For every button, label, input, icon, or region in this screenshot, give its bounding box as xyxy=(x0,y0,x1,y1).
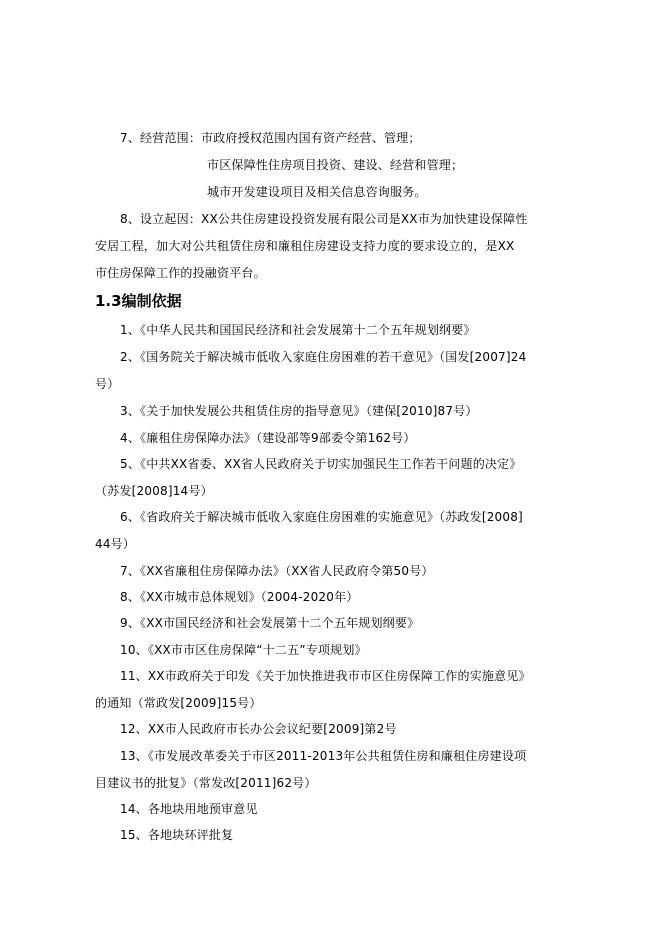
basis-item-14: 14、各地块用地预审意见 xyxy=(120,802,258,816)
basis-item-13: 13、《市发展改革委关于市区2011-2013年公共租赁住房和廉租住房建设项 xyxy=(120,749,527,763)
basis-item-11-cont: 的通知（常政发[2009]15号） xyxy=(95,696,262,710)
basis-item-5-cont: （苏发[2008]14号） xyxy=(95,484,213,498)
basis-item-1: 1、《中华人民共和国国民经济和社会发展第十二个五年规划纲要》 xyxy=(120,323,476,337)
section-heading: 1.3编制依据 xyxy=(95,292,182,310)
basis-item-3: 3、《关于加快发展公共租赁住房的指导意见》（建保[2010]87号） xyxy=(120,404,478,418)
basis-item-2-cont: 号） xyxy=(95,377,120,391)
basis-item-8: 8、《XX市城市总体规划》（2004-2020年） xyxy=(120,590,359,604)
basis-item-6: 6、《省政府关于解决城市低收入家庭住房困难的实施意见》（苏政发[2008] xyxy=(120,510,523,524)
section-7-line-3: 城市开发建设项目及相关信息咨询服务。 xyxy=(207,185,427,199)
basis-item-7: 7、《XX省廉租住房保障办法》（XX省人民政府令第50号） xyxy=(120,564,434,578)
basis-item-6-cont: 44号） xyxy=(95,537,136,551)
section-8-line-2: 安居工程，加大对公共租赁住房和廉租住房建设支持力度的要求设立的，是XX xyxy=(95,239,515,253)
basis-item-4: 4、《廉租住房保障办法》（建设部等9部委令第162号） xyxy=(120,431,416,445)
section-7-line-2: 市区保障性住房项目投资、建设、经营和管理； xyxy=(207,158,464,172)
section-7-line-1: 7、经营范围：市政府授权范围内国有资产经营、管理； xyxy=(120,131,421,145)
basis-item-12: 12、XX市人民政府市长办公会议纪要[2009]第2号 xyxy=(120,722,397,736)
basis-item-11: 11、XX市政府关于印发《关于加快推进我市市区住房保障工作的实施意见》 xyxy=(120,669,531,683)
basis-item-15: 15、各地块环评批复 xyxy=(120,828,234,842)
basis-item-9: 9、《XX市国民经济和社会发展第十二个五年规划纲要》 xyxy=(120,616,420,630)
basis-item-2: 2、《国务院关于解决城市低收入家庭住房困难的若干意见》（国发[2007]24 xyxy=(120,350,527,364)
basis-item-10: 10、《XX市市区住房保障“十二五”专项规划》 xyxy=(120,643,367,657)
section-8-line-3: 市住房保障工作的投融资平台。 xyxy=(95,266,266,280)
basis-item-5: 5、《中共XX省委、XX省人民政府关于切实加强民生工作若干问题的决定》 xyxy=(120,457,522,471)
basis-item-13-cont: 目建议书的批复》（常发改[2011]62号） xyxy=(95,776,317,790)
section-8-line-1: 8、设立起因：XX公共住房建设投资发展有限公司是XX市为加快建设保障性 xyxy=(120,212,528,226)
